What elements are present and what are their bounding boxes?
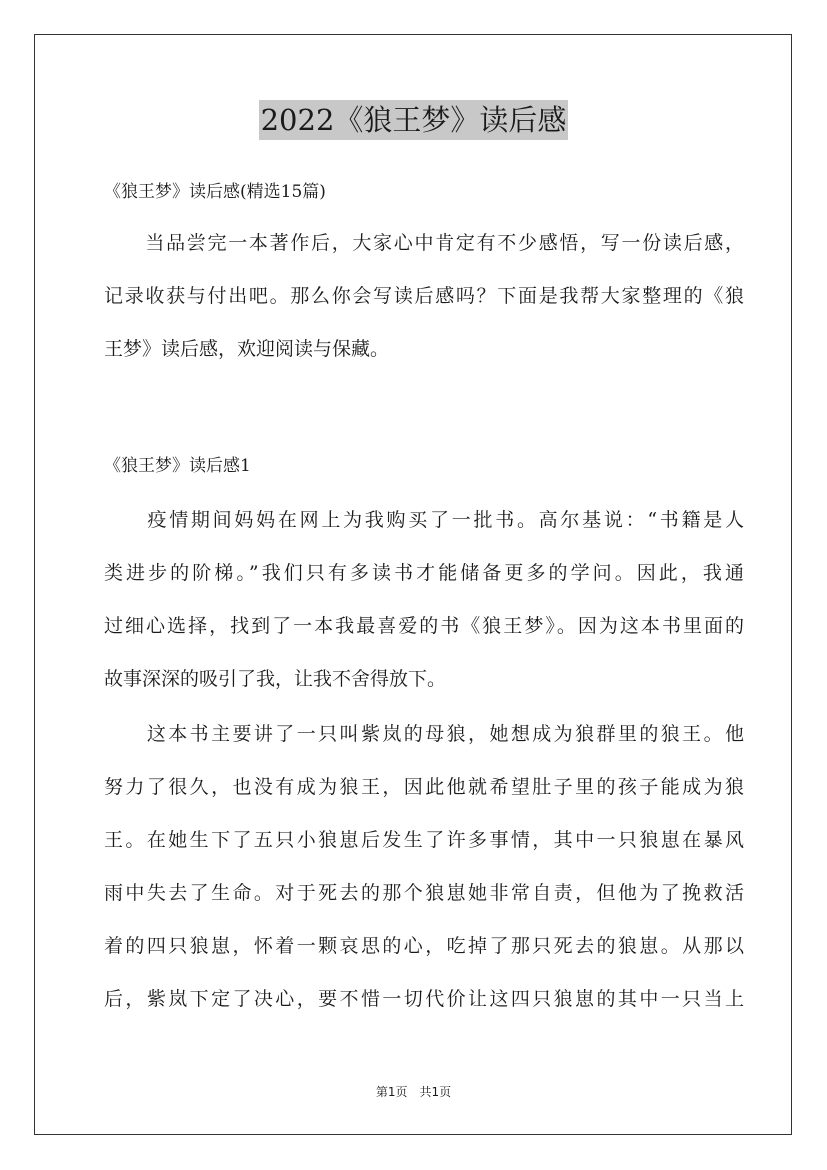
paragraph-line: 类进步的阶梯。”我们只有多读书才能储备更多的学问。因此，我通 xyxy=(104,562,744,584)
paragraph-line: 着的四只狼崽，怀着一颗哀思的心，吃掉了那只死去的狼崽。从那以 xyxy=(104,935,744,957)
page-footer: 第1页 共1页 xyxy=(375,1085,452,1099)
paragraph-line: 努力了很久，也没有成为狼王，因此他就希望肚子里的孩子能成为狼 xyxy=(104,776,744,798)
paragraph-line: 这本书主要讲了一只叫紫岚的母狼，她想成为狼群里的狼王。他 xyxy=(104,723,744,745)
paragraph-line: 故事深深的吸引了我，让我不舍得放下。 xyxy=(104,668,447,690)
section-paragraph-2 xyxy=(104,708,744,1026)
paragraph-line: 过细心选择，找到了一本我最喜爱的书《狼王梦》。因为这本书里面的 xyxy=(104,615,744,637)
document-subtitle: 《狼王梦》读后感(精选15篇) xyxy=(104,182,326,202)
intro-line: 当品尝完一本著作后，大家心中肯定有不少感悟，写一份读后感， xyxy=(104,232,744,254)
paragraph-line: 疫情期间妈妈在网上为我购买了一批书。高尔基说：“书籍是人 xyxy=(104,509,744,531)
intro-paragraph xyxy=(104,217,744,376)
document-title: 2022《狼王梦》读后感 xyxy=(259,100,569,140)
paragraph-line: 后，紫岚下定了决心，要不惜一切代价让这四只狼崽的其中一只当上 xyxy=(104,988,744,1010)
title-container xyxy=(0,100,827,140)
section-paragraph-1 xyxy=(104,494,744,706)
section-heading: 《狼王梦》读后感1 xyxy=(104,456,251,476)
intro-line: 王梦》读后感，欢迎阅读与保藏。 xyxy=(104,338,390,360)
intro-line: 记录收获与付出吧。那么你会写读后感吗？下面是我帮大家整理的《狼 xyxy=(104,285,744,307)
paragraph-line: 雨中失去了生命。对于死去的那个狼崽她非常自责，但他为了挽救活 xyxy=(104,882,744,904)
paragraph-line: 王。在她生下了五只小狼崽后发生了许多事情，其中一只狼崽在暴风 xyxy=(104,829,744,851)
